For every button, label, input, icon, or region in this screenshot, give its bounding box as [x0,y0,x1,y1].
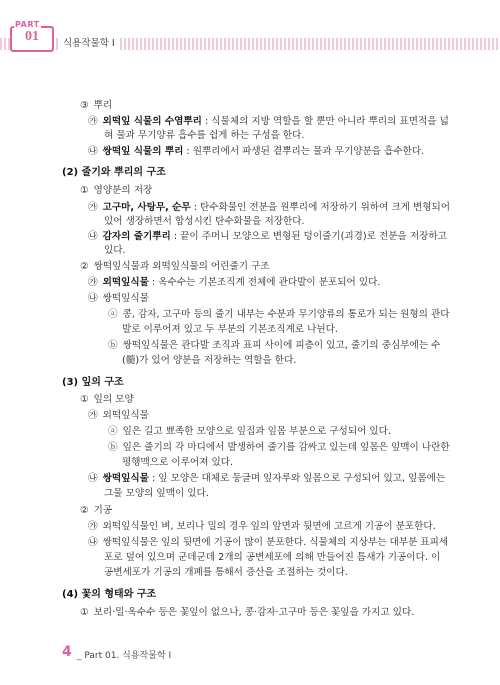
text-line [80,607,414,619]
line-text: 있어 생장하면서 합성시킨 탄수화물을 저장한다. [104,216,305,227]
line-text: : 옥수수는 기본조직계 전체에 관다발이 분포되어 있다. [148,277,381,288]
list-marker: ㉮ [88,521,98,532]
section-heading [62,167,166,179]
line-text: 잎의 모양 [93,394,134,405]
list-marker: ① [80,185,89,196]
text-line [122,324,338,336]
text-line [108,426,391,438]
line-text: 혀 물과 무기양류 흡수를 쉽게 하는 구성을 한다. [104,130,305,141]
text-line [104,552,440,564]
list-marker: ㉮ [88,116,98,127]
list-marker: ㉮ [88,277,98,288]
text-line [80,100,112,112]
list-marker: ① [80,607,89,618]
text-line [88,473,445,485]
line-text: (髓)가 있어 양분을 저장하는 역할을 한다. [122,355,297,366]
list-marker: ㉯ [88,537,98,548]
list-marker: ㉯ [88,293,98,304]
section-heading [62,377,124,389]
text-line [88,116,449,128]
text-line [104,567,348,579]
section-heading-text: (3) 잎의 구조 [62,377,124,388]
list-marker: ⓑ [108,442,118,453]
line-text: 쌍떡잎식물 [102,293,149,304]
part-number: 01 [25,29,39,44]
text-line [88,293,149,305]
line-text: : 끝이 주머니 모양으로 변형된 덩이줄기(괴경)로 전분을 저장하고 [170,231,447,242]
text-line [80,185,152,197]
running-title: 식용작물학 I [60,38,118,50]
bold-term: 감자의 줄기뿌리 [102,231,171,242]
text-line [104,130,304,142]
text-line [88,231,447,243]
bold-term: 고구마, 사탕무, 순무 [102,202,191,213]
text-line [104,216,305,228]
text-line [108,309,450,321]
line-text: 쌍떡잎식물은 잎의 뒷면에 기공이 많이 분포한다. 식물체의 지상부는 대부분 표피세 [102,537,449,548]
list-marker: ㉯ [88,146,98,157]
page-header [0,0,500,60]
line-text: 외떡잎식물 [102,410,149,421]
list-marker: ② [80,505,89,516]
text-line [122,355,296,367]
bold-term: 외떡잎식물 [102,277,149,288]
list-marker: ① [80,394,89,405]
list-marker: ⓑ [108,340,118,351]
list-marker: ② [80,261,89,272]
line-text: 쌍떡잎식물은 관다발 조직과 표피 사이에 피층이 있고, 줄기의 중심부에는 수 [122,340,441,351]
list-marker: ③ [80,100,89,111]
section-heading-text: (4) 꽃의 형태와 구조 [62,589,157,600]
text-line [108,442,450,454]
line-text: 기공 [93,505,113,516]
line-text: 외떡잎식물인 벼, 보리나 밀의 경우 잎의 앞면과 뒷면에 고르게 기공이 분포한다. [102,521,436,532]
text-line [80,505,112,517]
list-marker: ㉯ [88,231,98,242]
section-heading [62,589,156,601]
line-text: : 잎 모양은 대체로 둥글며 잎자루와 잎몸으로 구성되어 있고, 잎몸에는 [148,473,446,484]
footer-text: _ Part 01. 식용작물학 I [77,651,172,661]
text-line [80,261,270,273]
list-marker: ⓐ [108,309,118,320]
list-marker: ㉯ [88,473,98,484]
line-text: 보리·밀·옥수수 등은 꽃잎이 없으나, 콩·감자·고구마 등은 꽃잎을 가지고 있다. [93,607,415,618]
line-text: 쌍떡잎식물과 외떡잎식물의 어린줄기 구조 [93,261,270,272]
line-text: 평행맥으로 이루어져 있다. [122,457,234,468]
line-text: : 식물체의 지방 역할을 할 뿐만 아니라 뿌리의 표면적을 넓 [201,116,449,127]
text-line [88,521,436,533]
text-line [104,245,126,257]
list-marker: ㉮ [88,202,98,213]
text-line [80,394,134,406]
text-line [122,457,233,469]
text-line [108,340,440,352]
text-line [88,277,380,289]
line-text: 콩, 감자, 고구마 등의 줄기 내부는 수분과 무기양류의 통로가 되는 원형의 관다 [122,309,450,320]
line-text: 잎은 줄기의 각 마디에서 발생하여 줄기를 감싸고 있는데 잎몸은 잎맥이 나란한 [122,442,450,453]
line-text: 영양분의 저장 [93,185,153,196]
list-marker: ⓐ [108,426,118,437]
part-label: PART [15,20,40,29]
section-heading-text: (2) 줄기와 뿌리의 구조 [62,167,166,178]
line-text: : 원뿌리에서 파생된 곁뿌리는 물과 무기양분을 흡수한다. [183,146,425,157]
bold-term: 쌍떡잎식물 [102,473,149,484]
line-text: 발로 이루어져 있고 두 부분의 기본조직계로 나뉜다. [122,324,338,335]
line-text: 잎은 길고 뾰족한 모양으로 잎집과 잎몸 부분으로 구성되어 있다. [122,426,391,437]
text-line [88,410,149,422]
line-text: 공변세포가 기공의 개폐를 통해서 증산을 조절하는 것이다. [104,567,348,578]
text-line [88,537,448,549]
text-line [104,488,209,500]
line-text: 뿌리 [93,100,113,111]
line-text: 있다. [104,245,126,256]
list-marker: ㉮ [88,410,98,421]
bold-term: 외떡잎 식물의 수염뿌리 [102,116,202,127]
text-line [88,202,450,214]
line-text: 그물 모양의 잎맥이 있다. [104,488,209,499]
line-text: : 탄수화물인 전분을 원뿌리에 저장하기 위하여 크게 변형되어 [190,202,451,213]
line-text: 포로 덮여 있으며 군데군데 2개의 공변세포에 의해 만들어진 틈새가 기공이다. 이 [104,552,441,563]
bold-term: 쌍떡잎 식물의 뿌리 [102,146,184,157]
text-line [88,146,424,158]
page-number: 4 [62,644,72,660]
